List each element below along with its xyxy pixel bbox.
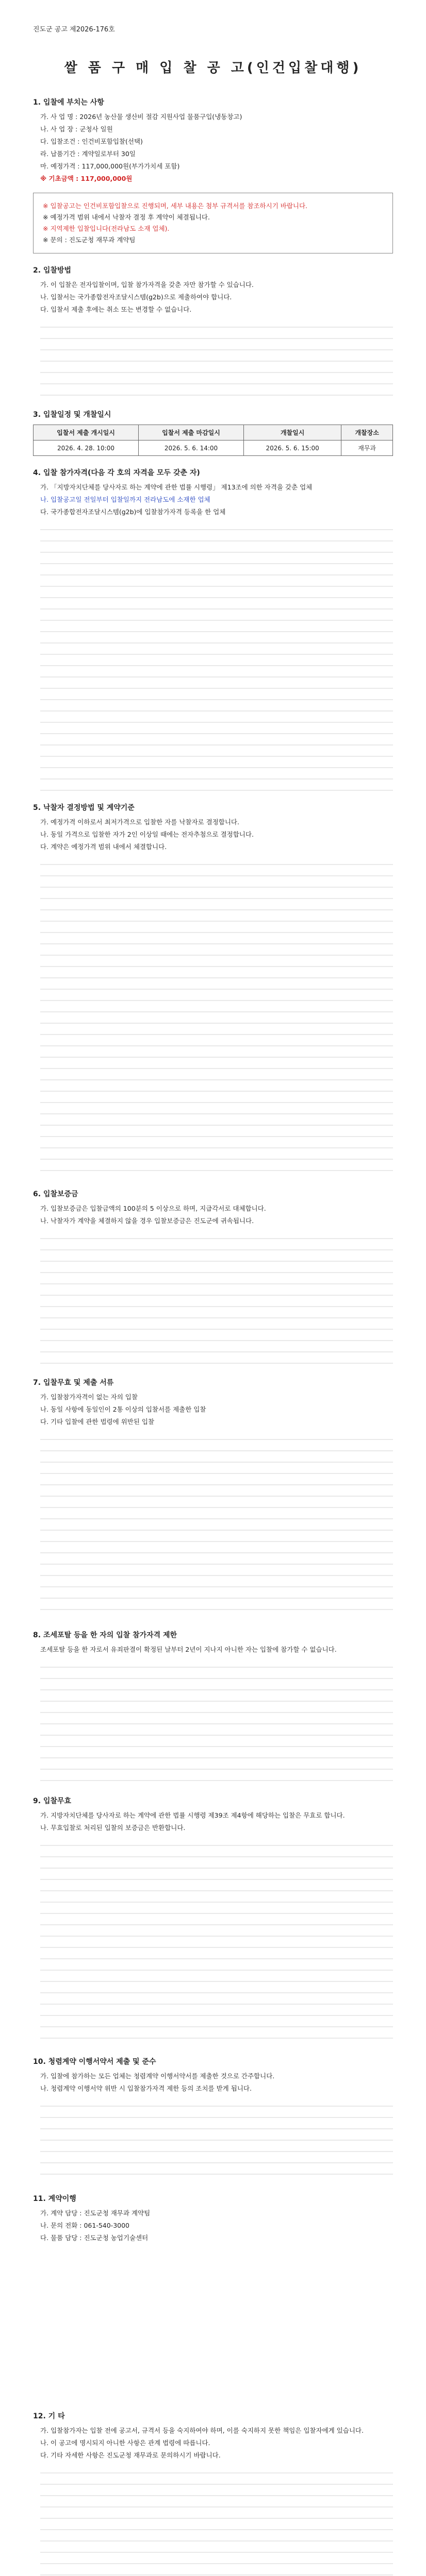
s1-line: 라. 납품기간 : 계약일로부터 30일 [40,150,136,158]
section-heading-3: 3. 입찰일정 및 개찰일시 [33,411,111,419]
s8-line: 조세포탈 등을 한 자로서 유죄판결이 확정된 날부터 2년이 지나지 아니한 자는 입찰에 참가할 수 없습니다. [40,1646,337,1653]
s6-line: 나. 낙찰자가 계약을 체결하지 않을 경우 입찰보증금은 진도군에 귀속됩니다. [40,1217,254,1225]
s4-line: 다. 국가종합전자조달시스템(g2b)에 입찰참가자격 등록을 한 업체 [40,508,226,516]
box-line: ※ 문의 : 진도군청 재무과 계약팀 [43,236,136,244]
s2-line: 다. 입찰서 제출 후에는 취소 또는 변경할 수 없습니다. [40,306,192,313]
table-header-cell: 입찰서 제출 마감일시 [139,425,244,440]
table-header-cell: 개찰일시 [244,425,341,440]
s7-line: 가. 입찰참가자격이 없는 자의 입찰 [40,1393,138,1401]
text-block [40,2099,393,2182]
s9-line: 가. 지방자치단체를 당사자로 하는 계약에 관한 법률 시행령 제39조 제4항에 해당하는 입찰은 무효로 합니다. [40,1811,345,1819]
s5-line: 나. 동일 가격으로 입찰한 자가 2인 이상일 때에는 전자추첨으로 결정합니다. [40,831,254,838]
text-block [40,320,393,398]
s5-line: 다. 계약은 예정가격 범위 내에서 체결합니다. [40,843,167,851]
table-cell: 재무과 [341,440,393,456]
table-row [34,440,393,456]
s11-line: 나. 문의 전화 : 061-540-3000 [40,2222,130,2229]
table-cell: 2026. 5. 6. 14:00 [139,440,244,456]
s1-line: 마. 예정가격 : 117,000,000원(부가가치세 포함) [40,162,180,170]
s1-line: 나. 사 업 장 : 군청사 일원 [40,125,113,133]
section-heading-10: 10. 청렴계약 이행서약서 제출 및 준수 [33,2058,156,2066]
s12-line: 다. 기타 자세한 사항은 진도군청 재무과로 문의하시기 바랍니다. [40,2451,221,2459]
notice-box [33,193,393,253]
box-line: ※ 지역제한 입찰입니다(전라남도 소재 업체). [43,225,170,232]
s2-line: 나. 입찰서는 국가종합전자조달시스템(g2b)으로 제출하여야 합니다. [40,293,232,301]
table-header-cell: 개찰장소 [341,425,393,440]
base-price-line: ※ 기초금액 : 117,000,000원 [40,175,133,182]
section-heading-12: 12. 기 타 [33,2412,65,2420]
section-heading-4: 4. 입찰 참가자격(다음 각 호의 자격을 모두 갖춘 자) [33,469,200,477]
box-line: ※ 예정가격 범위 내에서 낙찰자 결정 후 계약이 체결됩니다. [43,213,210,221]
text-block [40,523,393,791]
text-block [40,1433,393,1618]
s1-line: 다. 입찰조건 : 인건비포함입찰(선택) [40,138,143,145]
s11-line: 가. 계약 담당 : 진도군청 재무과 계약팀 [40,2209,151,2217]
s1-line: 가. 사 업 명 : 2026년 농산물 생산비 절감 지원사업 물품구입(냉동창고) [40,113,242,121]
box-line: ※ 입찰공고는 인건비포함입찰으로 진행되며, 세부 내용은 첨부 규격서를 참조하시기 바랍니다. [43,202,308,210]
s12-line: 나. 이 공고에 명시되지 아니한 사항은 관계 법령에 따릅니다. [40,2439,210,2447]
text-block [40,1232,393,1366]
s2-line: 가. 이 입찰은 전자입찰이며, 입찰 참가자격을 갖춘 자만 참가할 수 있습니다. [40,281,254,289]
notice-number: 진도군 공고 제2026-176호 [33,26,115,33]
s9-line: 나. 무효입찰로 처리된 입찰의 보증금은 반환합니다. [40,1824,186,1832]
table-header-cell: 입찰서 제출 개시일시 [34,425,139,440]
s6-line: 가. 입찰보증금은 입찰금액의 100분의 5 이상으로 하며, 지급각서로 대체합니다. [40,1205,266,1212]
blank-space [33,2245,393,2399]
s10-line: 나. 청렴계약 이행서약 위반 시 입찰참가자격 제한 등의 조치를 받게 됩니다. [40,2084,252,2092]
text-block [40,1660,393,1784]
table-header-row [34,425,393,440]
section-heading-8: 8. 조세포탈 등을 한 자의 입찰 참가자격 제한 [33,1631,177,1639]
text-block [40,858,393,1177]
schedule-table [33,425,393,456]
section-heading-7: 7. 입찰무효 및 제출 서류 [33,1379,114,1387]
s7-line: 다. 기타 입찰에 관한 법령에 위반된 입찰 [40,1418,155,1426]
section-heading-1: 1. 입찰에 부치는 사항 [33,98,104,107]
section-heading-2: 2. 입찰방법 [33,266,72,275]
table-cell: 2026. 5. 6. 15:00 [244,440,341,456]
table-cell: 2026. 4. 28. 10:00 [34,440,139,456]
s10-line: 가. 입찰에 참가하는 모든 업체는 청렴계약 이행서약서를 제출한 것으로 간주합니다. [40,2072,275,2080]
section-heading-9: 9. 입찰무효 [33,1797,72,1805]
text-block [40,2466,393,2576]
section-heading-11: 11. 계약이행 [33,2195,76,2203]
s12-line: 가. 입찰참가자는 입찰 전에 공고서, 규격서 등을 숙지하여야 하며, 이를 숙지하지 못한 책임은 입찰자에게 있습니다. [40,2427,364,2434]
s7-line: 나. 동일 사항에 동일인이 2통 이상의 입찰서를 제출한 입찰 [40,1405,206,1413]
page-title: 쌀 품 구 매 입 찰 공 고(인건입찰대행) [64,60,362,76]
text-block [40,1839,393,2045]
section-heading-6: 6. 입찰보증금 [33,1190,78,1198]
s4-line: 나. 입찰공고일 전일부터 입찰일까지 전라남도에 소재한 업체 [40,496,210,503]
s11-line: 다. 물품 담당 : 진도군청 농업기술센터 [40,2234,149,2242]
s5-line: 가. 예정가격 이하로서 최저가격으로 입찰한 자를 낙찰자로 결정합니다. [40,818,239,826]
section-heading-5: 5. 낙찰자 결정방법 및 계약기준 [33,804,135,812]
s4-line: 가. 「지방자치단체를 당사자로 하는 계약에 관한 법률 시행령」 제13조에 의한 자격을 갖춘 업체 [40,483,313,491]
